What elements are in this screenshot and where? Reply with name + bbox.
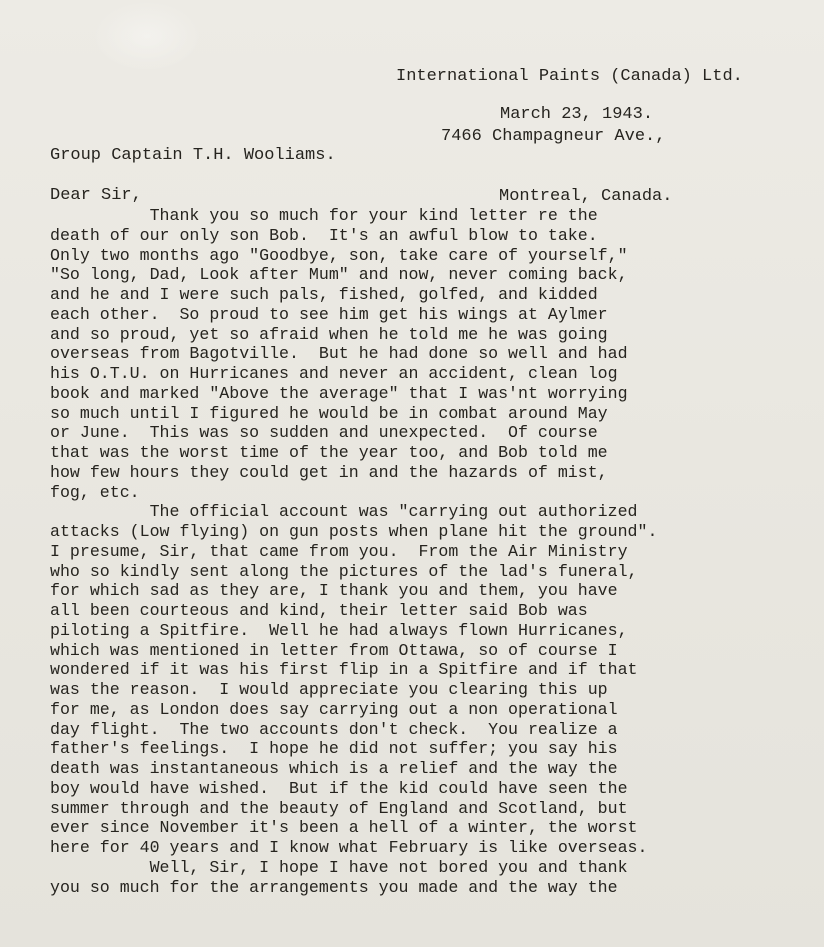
body-line: was the reason. I would appreciate you clearing this up xyxy=(50,680,608,699)
body-line: Only two months ago "Goodbye, son, take care of yourself," xyxy=(50,245,628,265)
body-line: day flight. The two accounts don't check. You realize a xyxy=(50,719,618,739)
body-line: and he and I were such pals, fished, golfed, and kidded xyxy=(50,285,598,304)
letter-date: March 23, 1943. xyxy=(500,105,654,124)
letter-body xyxy=(50,206,820,897)
sender-company: International Paints (Canada) Ltd. xyxy=(396,67,743,86)
body-line: for me, as London does say carrying out a non operational xyxy=(50,699,618,719)
body-line: for which sad as they are, I thank you and them, you have xyxy=(50,581,618,601)
body-line: wondered if it was his first flip in a Spitfire and if that xyxy=(50,660,638,680)
body-line: that was the worst time of the year too, and Bob told me xyxy=(50,443,608,462)
body-line: his O.T.U. on Hurricanes and never an accident, clean log xyxy=(50,364,618,383)
body-line: I presume, Sir, that came from you. From the Air Ministry xyxy=(50,541,628,561)
body-line: summer through and the beauty of England and Scotland, but xyxy=(50,798,628,818)
body-line: piloting a Spitfire. Well he had always flown Hurricanes, xyxy=(50,620,628,640)
body-line: book and marked "Above the average" that I was'nt worrying xyxy=(50,383,628,403)
body-line: or June. This was so sudden and unexpected. Of course xyxy=(50,423,598,443)
body-line: Thank you so much for your kind letter re the xyxy=(50,206,598,225)
body-line: "So long, Dad, Look after Mum" and now, never coming back, xyxy=(50,265,628,285)
body-line: how few hours they could get in and the hazards of mist, xyxy=(50,462,608,482)
body-line: which was mentioned in letter from Ottawa, so of course I xyxy=(50,640,618,660)
body-line: who so kindly sent along the pictures of the lad's funeral, xyxy=(50,561,638,581)
sender-street: 7466 Champagneur Ave., xyxy=(441,127,666,146)
body-line: death of our only son Bob. It's an awful blow to take. xyxy=(50,225,598,245)
body-line: father's feelings. I hope he did not suffer; you say his xyxy=(50,739,618,759)
body-line: all been courteous and kind, their letter said Bob was xyxy=(50,601,588,620)
sender-city: Montreal, Canada. xyxy=(499,187,673,206)
body-line: ever since November it's been a hell of a winter, the worst xyxy=(50,818,638,838)
body-line: boy would have wished. But if the kid could have seen the xyxy=(50,778,628,798)
embossed-seal xyxy=(92,0,202,72)
body-line: so much until I figured he would be in combat around May xyxy=(50,403,608,423)
body-line: each other. So proud to see him get his wings at Aylmer xyxy=(50,304,608,324)
body-line: Well, Sir, I hope I have not bored you and thank xyxy=(50,857,628,877)
body-line: you so much for the arrangements you made and the way the xyxy=(50,877,618,897)
body-line: and so proud, yet so afraid when he told me he was going xyxy=(50,324,608,344)
body-line: here for 40 years and I know what February is like overseas. xyxy=(50,838,648,857)
body-line: attacks (Low flying) on gun posts when plane hit the ground". xyxy=(50,522,658,541)
recipient-line: Group Captain T.H. Wooliams. xyxy=(50,146,336,165)
body-line: fog, etc. xyxy=(50,482,140,502)
salutation: Dear Sir, xyxy=(50,186,142,205)
body-line: overseas from Bagotville. But he had done so well and had xyxy=(50,344,628,364)
body-line: death was instantaneous which is a relief and the way the xyxy=(50,759,618,778)
body-line: The official account was "carrying out authorized xyxy=(50,502,638,522)
